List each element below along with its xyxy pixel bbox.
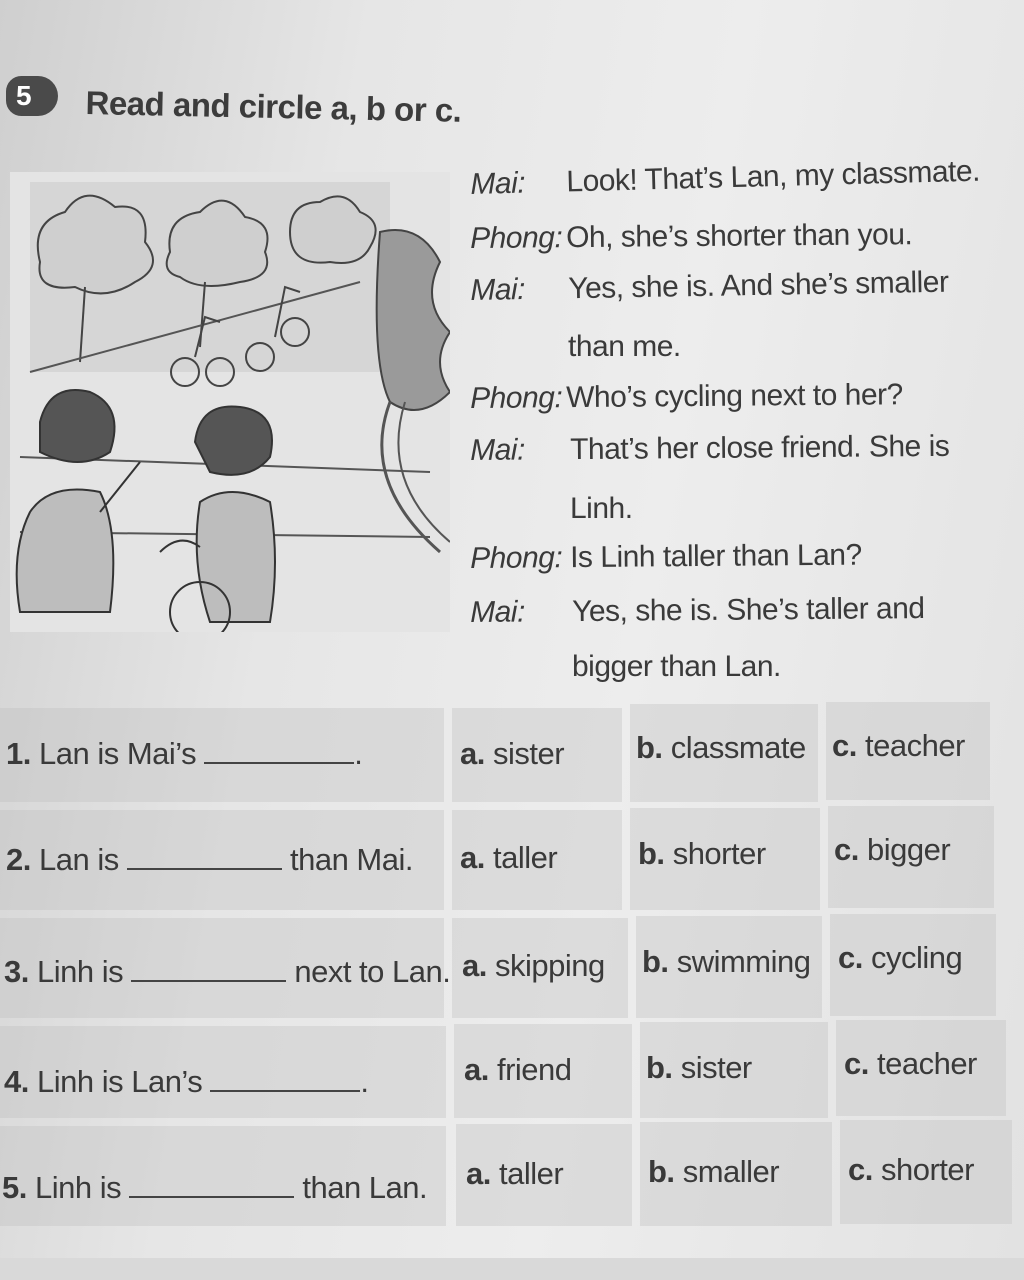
question-text-before: Lan is Mai’s [38, 736, 197, 771]
option-b[interactable] [642, 944, 810, 980]
answer-blank[interactable] [127, 846, 282, 870]
question-number: 2. [6, 842, 31, 877]
speech-text: That’s her close friend. She is [569, 429, 950, 467]
speech-text: Yes, she is. She’s taller and [571, 592, 925, 629]
option-b[interactable] [646, 1050, 752, 1086]
speaker-name: Phong: [470, 221, 563, 255]
option-letter: b. [642, 944, 669, 979]
speaker-name: Mai: [470, 166, 526, 201]
speech-text: Yes, she is. And she’s smaller [567, 265, 949, 306]
option-text: bigger [866, 832, 951, 867]
option-text: taller [498, 1156, 564, 1191]
question-number: 3. [4, 954, 29, 989]
question-text-after: than Lan. [302, 1170, 428, 1205]
option-c[interactable] [832, 728, 965, 764]
question-number: 1. [6, 736, 31, 771]
question-text-before: Linh is [36, 954, 124, 989]
option-text: smaller [682, 1154, 780, 1189]
option-letter: b. [646, 1050, 673, 1085]
question-4 [4, 1064, 369, 1100]
option-c[interactable] [844, 1046, 977, 1082]
question-text-after: than Mai. [289, 842, 413, 877]
option-text: shorter [672, 836, 766, 871]
option-letter: c. [832, 728, 857, 763]
speech-text: Linh. [570, 492, 633, 525]
answer-blank[interactable] [210, 1068, 360, 1092]
speaker-name: Phong: [470, 381, 563, 415]
option-text: friend [496, 1052, 572, 1087]
question-5 [2, 1170, 427, 1206]
option-letter: b. [638, 836, 665, 871]
question-1 [6, 736, 362, 772]
option-text: skipping [494, 948, 605, 983]
questions-table [0, 700, 1024, 1260]
option-b[interactable] [638, 836, 766, 872]
question-text-before: Linh is Lan’s [36, 1064, 203, 1099]
speech-text: Who’s cycling next to her? [565, 378, 903, 415]
question-3 [4, 954, 450, 990]
option-text: sister [492, 736, 565, 771]
option-letter: a. [464, 1052, 489, 1087]
speech-text: Is Linh taller than Lan? [569, 538, 862, 575]
option-text: sister [680, 1050, 752, 1085]
answer-blank[interactable] [129, 1174, 294, 1198]
option-letter: c. [834, 832, 859, 867]
question-number: 5. [2, 1170, 27, 1205]
option-a[interactable] [466, 1156, 563, 1192]
answer-blank[interactable] [204, 740, 354, 764]
option-letter: b. [648, 1154, 675, 1189]
dialogue [470, 150, 1000, 690]
option-letter: b. [636, 730, 663, 765]
speech-text: Oh, she’s shorter than you. [565, 218, 913, 255]
option-text: taller [492, 840, 558, 875]
option-letter: a. [466, 1156, 491, 1191]
option-a[interactable] [460, 736, 564, 772]
exercise-number-badge [6, 76, 58, 116]
question-text-before: Lan is [38, 842, 119, 877]
speaker-name: Mai: [470, 273, 526, 307]
option-text: swimming [676, 944, 811, 979]
option-letter: a. [460, 736, 485, 771]
question-text-after: . [360, 1064, 369, 1099]
option-text: cycling [870, 940, 963, 975]
question-number: 4. [4, 1064, 29, 1099]
option-a[interactable] [462, 948, 605, 984]
option-text: shorter [880, 1152, 974, 1187]
option-c[interactable] [838, 940, 962, 976]
speech-text: Look! That’s Lan, my classmate. [565, 154, 981, 199]
option-text: teacher [864, 728, 965, 763]
speech-text: than me. [568, 330, 681, 363]
speaker-name: Mai: [470, 433, 525, 467]
option-letter: a. [460, 840, 485, 875]
speaker-name: Phong: [470, 541, 563, 575]
option-letter: a. [462, 948, 487, 983]
option-letter: c. [844, 1046, 869, 1081]
option-c[interactable] [834, 832, 950, 868]
option-a[interactable] [460, 840, 557, 876]
option-a[interactable] [464, 1052, 572, 1088]
question-text-after: . [354, 736, 363, 771]
option-b[interactable] [636, 730, 806, 766]
speaker-name: Mai: [470, 595, 525, 629]
speech-text: bigger than Lan. [572, 650, 781, 683]
page-bottom-edge [0, 1258, 1024, 1280]
option-b[interactable] [648, 1154, 779, 1190]
option-c[interactable] [848, 1152, 974, 1188]
answer-blank[interactable] [131, 958, 286, 982]
exercise-number: 5 [16, 80, 32, 111]
exercise-title: Read and circle a, b or c. [85, 84, 462, 129]
option-text: classmate [670, 730, 806, 765]
option-text: teacher [876, 1046, 977, 1081]
question-text-before: Linh is [34, 1170, 122, 1205]
question-2 [6, 842, 413, 878]
option-letter: c. [838, 940, 863, 975]
park-illustration [10, 172, 450, 632]
question-text-after: next to Lan. [294, 954, 451, 989]
option-letter: c. [848, 1152, 873, 1187]
